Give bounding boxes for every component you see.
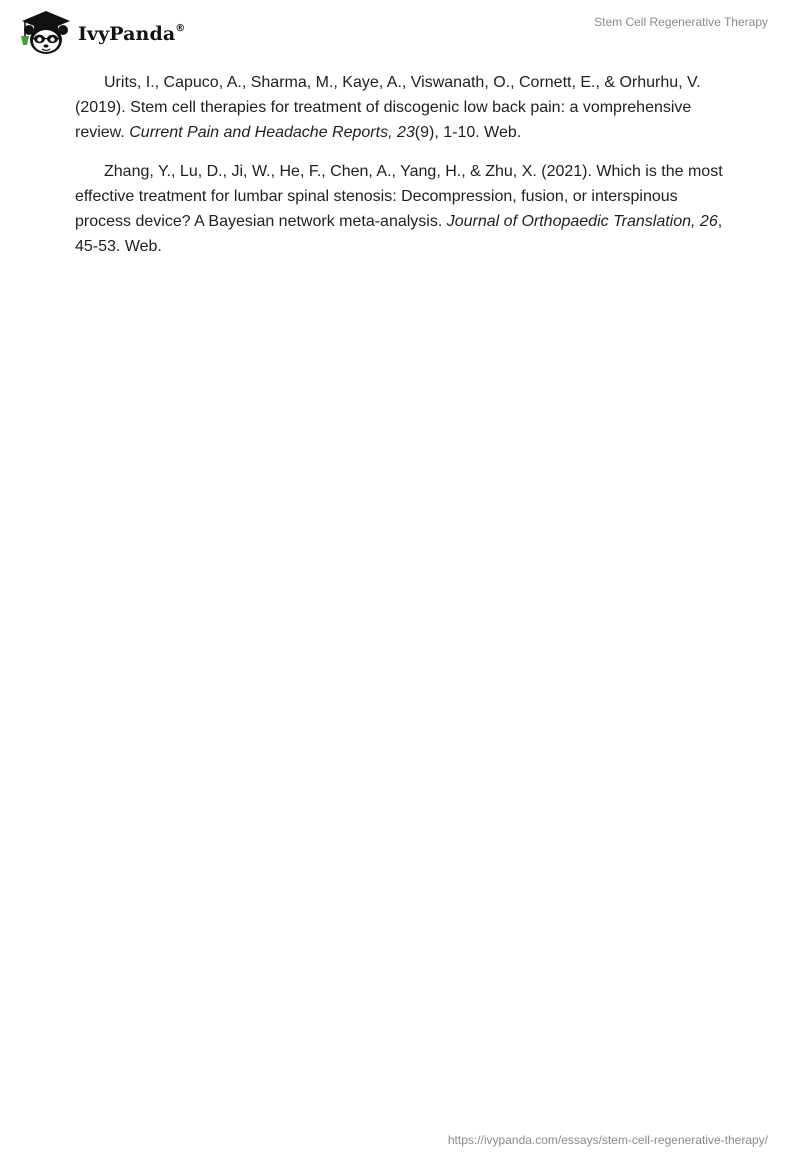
ivypanda-logo[interactable] (16, 9, 185, 57)
reference-tail: (9), 1-10. Web. (414, 124, 522, 141)
logo-text (78, 23, 185, 45)
reference-entry (75, 70, 725, 145)
running-title: Stem Cell Regenerative Therapy (594, 15, 768, 29)
reference-journal: Current Pain and Headache Reports, 23 (129, 124, 415, 141)
reference-authors: Urits, I., Capuco, A., Sharma, M., Kaye, A., Viswanath, O., Cornett, E., & Orhurhu, V. (2019). Stem cell therapies for treatment of discogenic low back pain: a vomprehensive review. (75, 74, 701, 141)
panda-graduate-icon (16, 9, 76, 57)
reference-tail: , 45-53. Web. (75, 213, 723, 255)
footer-url-link[interactable]: https://ivypanda.com/essays/stem-cell-regenerative-therapy/ (447, 1133, 768, 1147)
reference-entry (75, 159, 725, 259)
page-header (0, 0, 800, 60)
reference-journal: Journal of Orthopaedic Translation, 26 (446, 213, 718, 230)
registered-mark: ® (175, 22, 186, 34)
logo-wordmark: IvyPanda (78, 23, 176, 45)
reference-authors: Zhang, Y., Lu, D., Ji, W., He, F., Chen, A., Yang, H., & Zhu, X. (2021). Which is the most effective treatment for lumbar spinal stenosis: Decompression, fusion, or interspinous process device? A Bayesian network meta-analysis. (75, 163, 723, 230)
references-list (75, 70, 725, 273)
